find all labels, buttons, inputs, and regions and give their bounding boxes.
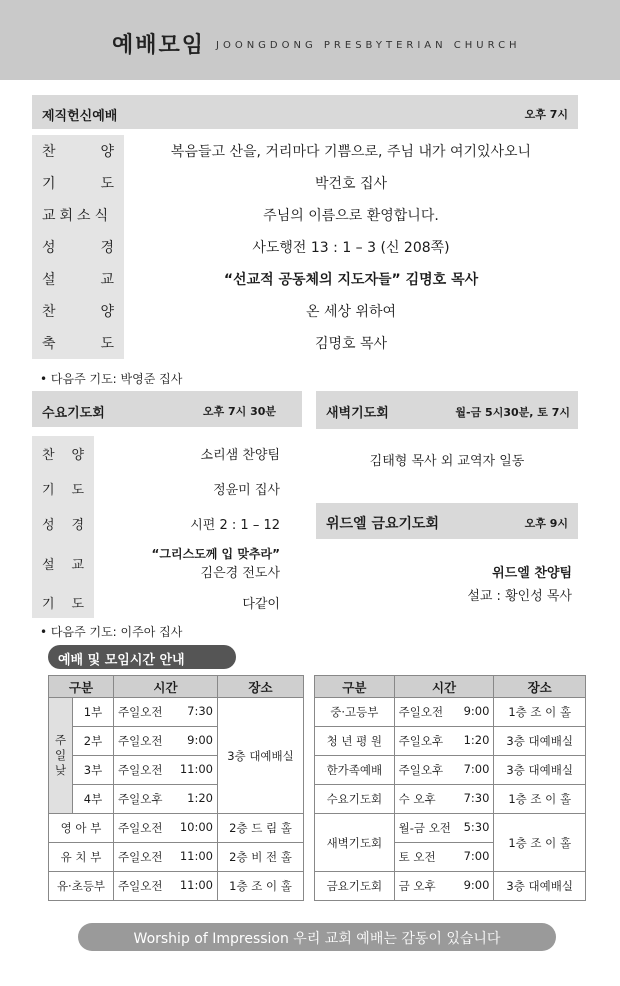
dawn-leader: 김태형 목사 외 교역자 일동 [369,454,525,469]
time-cell: 금 오후 9:00 [394,872,494,901]
wednesday-row [32,506,302,540]
row-value: 복음들고 산을, 거리마다 기쁨으로, 주님 내가 여기있사오니 [170,144,532,160]
footer-banner: Worship of Impression 우리 교회 예배는 감동이 있습니다 [78,923,556,951]
table-row [315,698,586,727]
sunday-label-cell: 주일낮 [49,698,73,814]
table-row [49,872,304,901]
table-row [315,727,586,756]
place-cell: 3층 대예배실 [494,727,586,756]
wednesday-row [32,540,302,586]
name-cell: 수요기도회 [315,785,395,814]
table-row [49,814,304,843]
table-header-row [49,676,304,698]
row-label: 기 도 [32,167,124,199]
table-header-row [315,676,586,698]
col-header: 시간 [394,676,494,698]
row-value: 정윤미 집사 [213,482,280,498]
row-value: “그리스도께 입 맞추라” 김은경 전도사 [151,547,280,581]
row-value: 온 세상 위하여 [305,304,397,320]
col-header: 시간 [114,676,218,698]
friday-header [316,503,578,539]
schedule-table-left [48,675,304,901]
time-cell: 주일오후 1:20 [114,785,218,814]
part-cell: 3부 [73,756,114,785]
main-service-title: 제직헌신예배 [42,109,118,124]
table-row [49,698,304,727]
wednesday-row [32,586,302,618]
row-label: 기 도 [32,470,94,506]
time-cell: 주일오전 7:30 [114,698,218,727]
wednesday-row [32,470,302,506]
row-label: 교회소식 [32,199,124,231]
service-row [32,263,578,295]
row-value: 시편 2 : 1 – 12 [190,517,280,533]
row-value: 사도행전 13 : 1 – 3 (신 208쪽) [252,240,450,256]
sunday-place-cell: 3층 대예배실 [218,698,304,814]
row-label: 찬 양 [32,295,124,327]
table-row [315,872,586,901]
time-cell: 주일오전 9:00 [114,727,218,756]
place-cell: 3층 대예배실 [494,872,586,901]
name-cell: 유·초등부 [49,872,114,901]
time-cell: 주일오전 11:00 [114,872,218,901]
row-value: 소리샘 찬양팀 [200,447,280,463]
col-header: 장소 [218,676,304,698]
main-service-time: 오후 7시 [524,108,568,121]
time-cell: 주일오후 1:20 [394,727,494,756]
dawn-title: 새벽기도회 [326,406,389,421]
part-cell: 2부 [73,727,114,756]
friday-time: 오후 9시 [524,517,568,530]
friday-preacher: 설교 : 황인성 목사 [467,589,572,604]
col-header: 구분 [315,676,395,698]
next-prayer-note: • 다음주 기도: 박영준 집사 [40,372,183,386]
service-row [32,135,578,167]
time-cell: 토 오전 7:00 [394,843,494,872]
row-value: 박건호 집사 [314,176,388,192]
row-label: 설 교 [32,540,94,586]
name-cell: 한가족예배 [315,756,395,785]
place-cell: 1층 조 이 홀 [494,698,586,727]
wednesday-row [32,436,302,470]
schedule-table-right [314,675,586,901]
row-label: 기 도 [32,586,94,618]
name-cell: 청 년 평 원 [315,727,395,756]
name-cell: 유 치 부 [49,843,114,872]
dawn-header [316,391,578,429]
row-value: “선교적 공동체의 지도자들” 김명호 목사 [223,272,479,288]
time-cell: 주일오전 9:00 [394,698,494,727]
part-cell: 1부 [73,698,114,727]
part-cell: 4부 [73,785,114,814]
table-row [49,843,304,872]
friday-team: 위드엘 찬양팀 [492,566,572,581]
place-cell: 2층 드 림 홀 [218,814,304,843]
wednesday-time: 오후 7시 30분 [202,405,276,418]
place-cell: 1층 조 이 홀 [494,785,586,814]
time-cell: 주일오후 7:00 [394,756,494,785]
service-row [32,167,578,199]
row-label: 찬 양 [32,135,124,167]
row-value: 다같이 [242,596,280,612]
name-cell: 금요기도회 [315,872,395,901]
row-label: 찬 양 [32,436,94,470]
next-prayer-note: • 다음주 기도: 이주아 집사 [40,625,183,639]
main-service-header [32,95,578,129]
table-row [315,756,586,785]
service-row [32,327,578,359]
time-cell: 주일오전 10:00 [114,814,218,843]
place-cell: 1층 조 이 홀 [494,814,586,872]
place-cell: 1층 조 이 홀 [218,872,304,901]
schedule-section-pill: 예배 및 모임시간 안내 [48,645,236,669]
name-cell: 중·고등부 [315,698,395,727]
time-cell: 주일오전 11:00 [114,756,218,785]
wednesday-title: 수요기도회 [42,406,105,421]
church-name: JOONGDONG PRESBYTERIAN CHURCH [216,40,521,51]
table-row [315,814,586,843]
col-header: 장소 [494,676,586,698]
row-label: 설 교 [32,263,124,295]
row-value: 주님의 이름으로 환영합니다. [263,208,439,224]
row-value: 김명호 목사 [314,336,388,352]
place-cell: 2층 비 전 홀 [218,843,304,872]
dawn-time: 월-금 5시30분, 토 7시 [455,406,570,419]
service-row [32,199,578,231]
page-title: 예배모임 [112,33,206,58]
place-cell: 3층 대예배실 [494,756,586,785]
row-label: 성 경 [32,231,124,263]
service-row [32,295,578,327]
page-header [0,0,620,80]
time-cell: 주일오전 11:00 [114,843,218,872]
friday-title: 위드엘 금요기도회 [326,516,440,532]
row-label: 성 경 [32,506,94,540]
col-header: 구분 [49,676,114,698]
wednesday-header [32,391,302,427]
name-cell: 영 아 부 [49,814,114,843]
row-label: 축 도 [32,327,124,359]
table-row [315,785,586,814]
service-row [32,231,578,263]
name-cell: 새벽기도회 [315,814,395,872]
time-cell: 월-금 오전 5:30 [394,814,494,843]
time-cell: 수 오후 7:30 [394,785,494,814]
